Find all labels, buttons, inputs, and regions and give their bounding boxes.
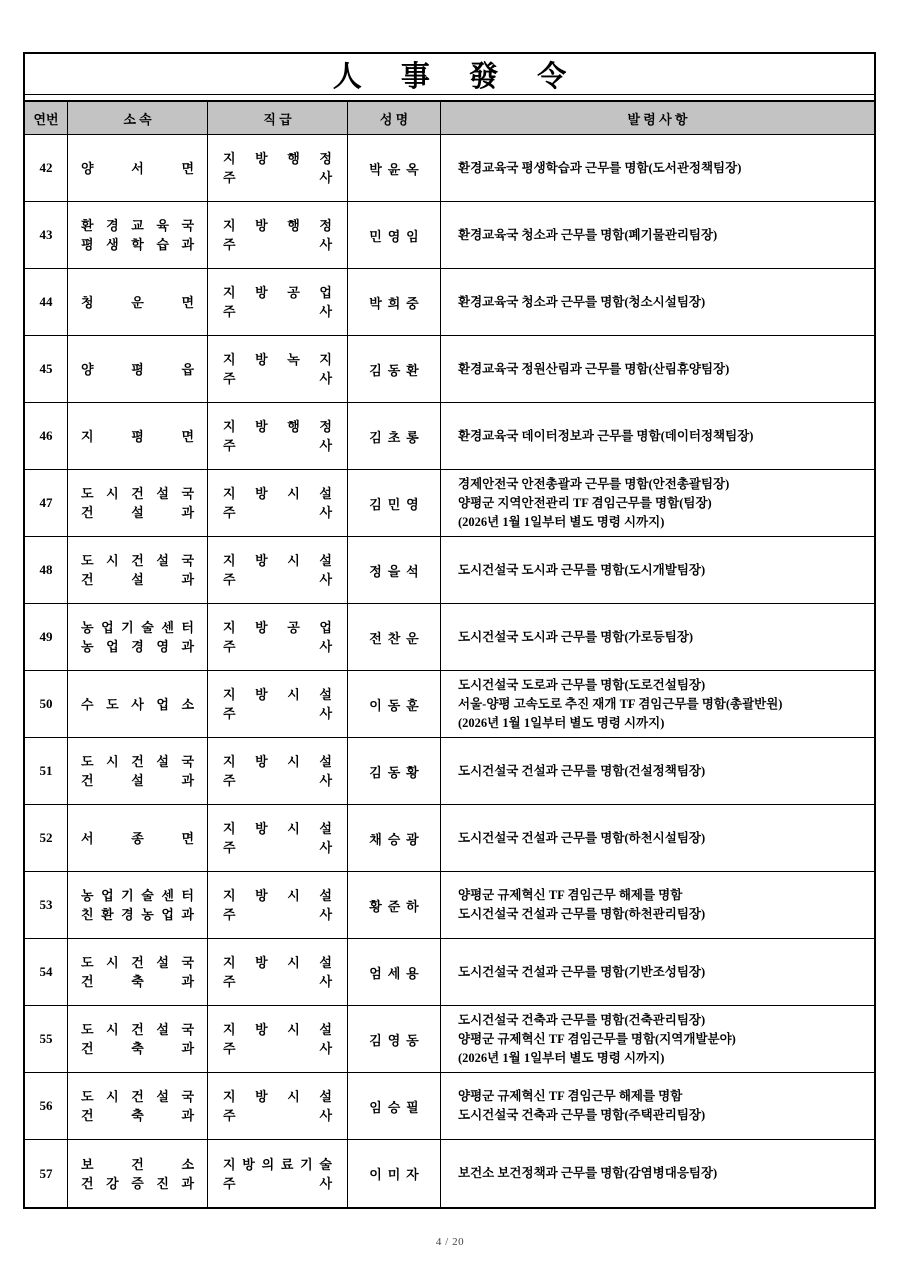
cell-rank [207,604,347,670]
order-line: 도시건설국 건축과 근무를 명함(건축관리팀장) [458,1012,706,1027]
cell-rank [207,202,347,268]
order-line: 도시건설국 건축과 근무를 명함(주택관리팀장) [458,1108,706,1122]
cell-order-details [440,403,874,469]
cell-serial-number: 44 [39,294,53,309]
cell-name: 김민영 [347,470,440,536]
cell-rank [207,738,347,804]
cell-serial-number: 46 [39,428,53,443]
cell-rank-line: 주 사 [223,1175,332,1191]
cell-serial-number: 42 [39,160,53,175]
cell-department-line: 건 축 과 [81,1108,194,1123]
order-line: 도시건설국 도시과 근무를 명함(도시개발팀장) [458,562,706,577]
cell-rank-line: 지 방 시 설 [223,1089,332,1104]
cell-rank-line: 주 사 [223,974,332,989]
cell-order-details [440,604,874,670]
cell-department-line: 건 설 과 [81,773,194,788]
cell-rank [207,1006,347,1072]
cell-rank-line: 주 사 [223,237,332,252]
cell-order-details [440,336,874,402]
cell-department-line: 보 건 소 [81,1156,194,1172]
order-line: 환경교육국 청소과 근무를 명함(청소시설팀장) [458,294,706,309]
cell-serial-number: 57 [39,1165,53,1181]
cell-department [67,403,207,469]
table-row [25,1073,874,1140]
cell-rank-line: 주 사 [223,773,332,788]
cell-name: 김영동 [347,1006,440,1072]
cell-rank-line: 지 방 시 설 [223,687,332,702]
cell-department-line: 건 설 과 [81,505,194,520]
cell-name: 황준하 [347,872,440,938]
cell-rank [207,135,347,201]
order-line: 도시건설국 건설과 근무를 명함(하천관리팀장) [458,907,706,921]
page-number: 4 / 20 [435,1236,465,1248]
order-line: 서울-양평 고속도로 추진 재개 TF 겸임근무를 명함(총괄반원) [458,696,783,711]
cell-rank [207,537,347,603]
cell-order-details [440,1140,874,1207]
cell-rank [207,269,347,335]
cell-order-details [440,738,874,804]
cell-rank-line: 주 사 [223,639,332,654]
cell-order-details [440,269,874,335]
cell-serial-number: 55 [39,1031,53,1046]
cell-name: 임승필 [347,1073,440,1139]
order-line: 도시건설국 도시과 근무를 명함(가로등팀장) [458,629,694,644]
cell-rank [207,336,347,402]
order-line: 도시건설국 건설과 근무를 명함(기반조성팀장) [458,964,706,979]
cell-department [67,872,207,938]
header-cell-dept: 소 속 [67,102,207,134]
cell-department-line: 건 강 증 진 과 [81,1175,194,1191]
header-cell-orders: 발 령 사 항 [440,102,874,134]
cell-department-line: 양 서 면 [81,160,194,176]
cell-name: 채승광 [347,805,440,871]
cell-department [67,537,207,603]
cell-department-line: 수 도 사 업 소 [81,696,194,712]
cell-department [67,269,207,335]
personnel-order-table [23,52,876,1209]
cell-rank [207,1140,347,1207]
cell-order-details [440,537,874,603]
cell-serial-number: 52 [39,830,53,845]
cell-rank-line: 지 방 시 설 [223,486,332,501]
cell-serial-number: 49 [39,629,53,644]
cell-rank [207,805,347,871]
cell-department-line: 농 업 기 술 센 터 [81,888,194,903]
cell-department [67,202,207,268]
table-row [25,135,874,202]
table-body [25,135,874,1207]
cell-department-line: 청 운 면 [81,294,194,310]
cell-department [67,805,207,871]
cell-rank-line: 주 사 [223,304,332,319]
order-line: 양평군 규제혁신 TF 겸임근무 해제를 명함 [458,888,683,902]
cell-serial-number: 47 [39,495,53,510]
cell-rank-line: 지 방 시 설 [223,821,332,836]
cell-rank-line: 지 방 행 정 [223,218,332,233]
cell-rank-line: 지 방 시 설 [223,1022,332,1037]
order-line: 환경교육국 데이터정보과 근무를 명함(데이터정책팀장) [458,428,754,443]
cell-department-line: 도 시 건 설 국 [81,1089,194,1104]
cell-department-line: 도 시 건 설 국 [81,1022,194,1037]
cell-department-line: 건 축 과 [81,1041,194,1056]
header-cell-name: 성 명 [347,102,440,134]
cell-department [67,1140,207,1207]
cell-rank [207,872,347,938]
cell-rank-line: 지 방 공 업 [223,620,332,635]
title-table-divider [25,95,874,102]
cell-name: 엄세용 [347,939,440,1005]
cell-order-details [440,1073,874,1139]
order-line: 환경교육국 평생학습과 근무를 명함(도서관정책팀장) [458,160,742,175]
order-line: 도시건설국 건설과 근무를 명함(하천시설팀장) [458,830,706,845]
cell-department-line: 환 경 교 육 국 [81,218,194,233]
cell-order-details [440,470,874,536]
table-row [25,671,874,738]
cell-name: 박희중 [347,269,440,335]
cell-department-line: 농 업 경 영 과 [81,639,194,654]
cell-rank [207,671,347,737]
cell-serial-number: 51 [39,763,53,778]
cell-name: 김동환 [347,336,440,402]
cell-rank-line: 지 방 시 설 [223,553,332,568]
table-row [25,336,874,403]
cell-order-details [440,671,874,737]
cell-order-details [440,135,874,201]
table-row [25,872,874,939]
table-row [25,738,874,805]
table-row [25,805,874,872]
cell-department [67,1006,207,1072]
cell-rank-line: 지 방 공 업 [223,285,332,300]
cell-rank-line: 주 사 [223,371,332,386]
cell-department-line: 도 시 건 설 국 [81,553,194,568]
header-cell-rank: 직 급 [207,102,347,134]
cell-rank [207,1073,347,1139]
cell-serial-number: 56 [39,1098,53,1113]
cell-department-line: 도 시 건 설 국 [81,955,194,970]
cell-name: 김동황 [347,738,440,804]
cell-serial-number: 48 [39,562,53,577]
order-line: 환경교육국 정원산림과 근무를 명함(산림휴양팀장) [458,361,730,376]
order-line: 양평군 규제혁신 TF 겸임근무를 명함(지역개발분야) [458,1031,736,1046]
header-cell-no: 연번 [33,111,59,127]
cell-rank [207,470,347,536]
table-row [25,202,874,269]
cell-department [67,604,207,670]
order-line: 도시건설국 도로과 근무를 명함(도로건설팀장) [458,677,706,692]
cell-rank-line: 주 사 [223,505,332,520]
cell-name: 이미자 [347,1140,440,1207]
cell-department [67,1073,207,1139]
cell-name: 정을석 [347,537,440,603]
cell-serial-number: 50 [39,696,53,711]
cell-rank [207,403,347,469]
cell-department [67,470,207,536]
table-row [25,403,874,470]
cell-department [67,135,207,201]
table-row [25,1140,874,1207]
cell-department-line: 평 생 학 습 과 [81,237,194,252]
cell-rank-line: 지 방 행 정 [223,151,332,166]
cell-department-line: 도 시 건 설 국 [81,754,194,769]
cell-rank-line: 지 방 의 료 기 술 [223,1156,332,1172]
table-row [25,537,874,604]
cell-department [67,671,207,737]
table-row [25,269,874,336]
cell-rank-line: 지 방 행 정 [223,419,332,434]
cell-department [67,336,207,402]
table-header-row [25,102,874,135]
cell-rank [207,939,347,1005]
cell-order-details [440,872,874,938]
cell-order-details [440,202,874,268]
cell-department [67,738,207,804]
cell-rank-line: 주 사 [223,1108,332,1123]
order-line: 환경교육국 청소과 근무를 명함(폐기물관리팀장) [458,227,718,242]
cell-serial-number: 53 [39,897,53,912]
cell-name: 전찬운 [347,604,440,670]
cell-rank-line: 지 방 시 설 [223,955,332,970]
cell-name: 민영임 [347,202,440,268]
cell-rank-line: 지 방 시 설 [223,754,332,769]
cell-order-details [440,939,874,1005]
cell-department-line: 지 평 면 [81,428,194,444]
order-line: (2026년 1월 1일부터 별도 명령 시까지) [458,1050,665,1065]
document-title: 人 事 發 令 [25,54,874,95]
cell-department [67,939,207,1005]
table-row [25,939,874,1006]
table-row [25,470,874,537]
table-row [25,604,874,671]
cell-rank-line: 주 사 [223,170,332,185]
order-line: 양평군 지역안전관리 TF 겸임근무를 명함(팀장) [458,495,712,510]
cell-serial-number: 45 [39,361,53,376]
cell-rank-line: 주 사 [223,907,332,922]
cell-name: 박윤옥 [347,135,440,201]
cell-department-line: 농 업 기 술 센 터 [81,620,194,635]
cell-rank-line: 주 사 [223,706,332,721]
cell-name: 김초롱 [347,403,440,469]
cell-serial-number: 43 [39,227,53,242]
order-line: 보건소 보건정책과 근무를 명함(감염병대응팀장) [458,1166,718,1180]
cell-rank-line: 지 방 녹 지 [223,352,332,367]
cell-order-details [440,805,874,871]
cell-rank-line: 주 사 [223,1041,332,1056]
cell-department-line: 건 설 과 [81,572,194,587]
order-line: 양평군 규제혁신 TF 겸임근무 해제를 명함 [458,1089,683,1103]
order-line: (2026년 1월 1일부터 별도 명령 시까지) [458,514,665,529]
cell-department-line: 서 종 면 [81,830,194,846]
cell-name: 이동훈 [347,671,440,737]
order-line: (2026년 1월 1일부터 별도 명령 시까지) [458,715,665,730]
cell-department-line: 건 축 과 [81,974,194,989]
cell-rank-line: 주 사 [223,438,332,453]
cell-department-line: 양 평 읍 [81,361,194,377]
order-line: 경제안전국 안전총괄과 근무를 명함(안전총괄팀장) [458,476,730,491]
cell-rank-line: 주 사 [223,840,332,855]
cell-department-line: 친 환 경 농 업 과 [81,907,194,922]
cell-order-details [440,1006,874,1072]
cell-department-line: 도 시 건 설 국 [81,486,194,501]
cell-rank-line: 주 사 [223,572,332,587]
cell-rank-line: 지 방 시 설 [223,888,332,903]
cell-serial-number: 54 [39,964,53,979]
table-row [25,1006,874,1073]
order-line: 도시건설국 건설과 근무를 명함(건설정책팀장) [458,763,706,778]
